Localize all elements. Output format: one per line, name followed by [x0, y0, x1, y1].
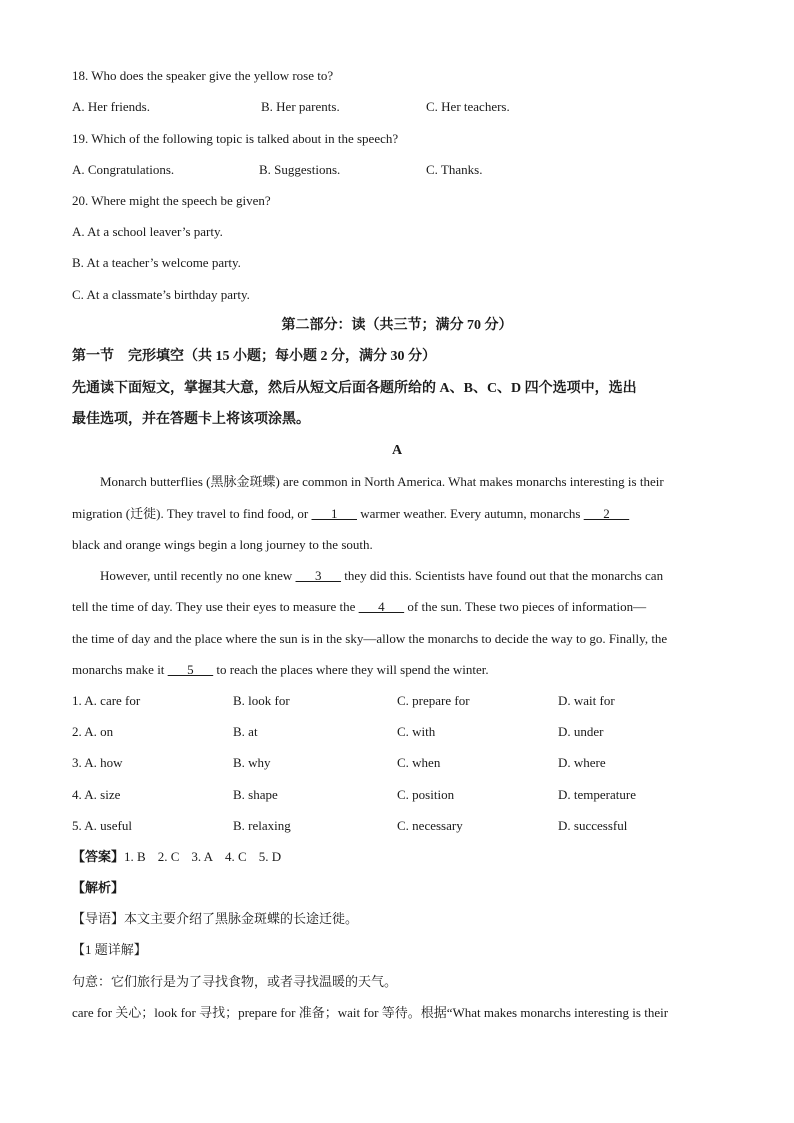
- explanation: care for 关心；look for 寻找；prepare for 准备；wait for 等待。根据“What makes monarchs interesting is their: [72, 1005, 669, 1020]
- choice-c: C. prepare for: [397, 693, 470, 708]
- passage-text: of the sun. These two pieces of information—: [404, 599, 647, 614]
- passage-text: to reach the places where they will spend the winter.: [213, 662, 489, 677]
- blank-1: 1: [311, 506, 357, 521]
- answer-item: 4. C: [225, 849, 247, 864]
- option-c: C. Her teachers.: [426, 99, 510, 114]
- choice-d: D. under: [558, 724, 604, 739]
- answer-label: 【答案】: [72, 849, 125, 864]
- choice-c: C. with: [397, 724, 436, 739]
- choice-b: B. shape: [233, 787, 278, 802]
- choice-d: D. where: [558, 755, 606, 770]
- choice-c: C. necessary: [397, 818, 463, 833]
- guide-label: 【导语】: [72, 911, 125, 926]
- option-b: B. At a teacher’s welcome party.: [72, 255, 241, 270]
- choice-a: 1. A. care for: [72, 693, 141, 708]
- passage-line: the time of day and the place where the sun is in the sky—allow the monarchs to decide the way to go. Finally, the: [72, 631, 668, 646]
- choice-b: B. look for: [233, 693, 290, 708]
- choice-a: 3. A. how: [72, 755, 123, 770]
- passage-text: migration (迁徙). They travel to find food, or: [72, 506, 312, 521]
- guide-line: [72, 911, 358, 927]
- answer-line: [72, 849, 293, 865]
- answer-item: 2. C: [157, 849, 180, 864]
- passage-line: [100, 568, 663, 584]
- guide-text: 本文主要介绍了黑脉金斑蝶的长途迁徙。: [124, 911, 359, 926]
- answer-item: 3. A: [191, 849, 214, 864]
- choice-d: D. wait for: [558, 693, 615, 708]
- passage-text: tell the time of day. They use their eyes to measure the: [72, 599, 359, 614]
- part-heading: 第二部分：读（共三节；满分 70 分）: [281, 318, 513, 333]
- detail-label: 【1 题详解】: [72, 942, 147, 957]
- blank-5: 5: [167, 662, 214, 677]
- passage-text: monarchs make it: [72, 662, 168, 677]
- sentence-meaning: 句意：它们旅行是为了寻找食物，或者寻找温暖的天气。: [72, 974, 398, 989]
- blank-3: 3: [295, 568, 342, 583]
- instruction-line-2: 最佳选项，并在答题卡上将该项涂黑。: [72, 412, 310, 427]
- passage-line: Monarch butterflies (黑脉金斑蝶) are common in North America. What makes monarchs interesting is their: [100, 474, 664, 489]
- question-19: 19. Which of the following topic is talked about in the speech?: [72, 131, 399, 146]
- option-a: A. Congratulations.: [72, 162, 175, 177]
- answer-item: 5. D: [258, 849, 282, 864]
- choice-c: C. position: [397, 787, 455, 802]
- passage-text: warmer weather. Every autumn, monarchs: [357, 506, 584, 521]
- choice-a: 4. A. size: [72, 787, 121, 802]
- blank-4: 4: [358, 599, 405, 614]
- option-a: A. Her friends.: [72, 99, 150, 114]
- option-a: A. At a school leaver’s party.: [72, 224, 223, 239]
- passage-line: [72, 599, 646, 615]
- choice-b: B. at: [233, 724, 258, 739]
- option-c: C. Thanks.: [426, 162, 483, 177]
- passage-line: [72, 662, 489, 678]
- passage-text: they did this. Scientists have found out that the monarchs can: [341, 568, 664, 583]
- choice-b: B. why: [233, 755, 271, 770]
- choice-d: D. successful: [558, 818, 628, 833]
- analysis-label: 【解析】: [72, 880, 125, 895]
- option-b: B. Suggestions.: [259, 162, 341, 177]
- choice-b: B. relaxing: [233, 818, 291, 833]
- choice-a: 2. A. on: [72, 724, 114, 739]
- passage-line: black and orange wings begin a long journey to the south.: [72, 537, 373, 552]
- choice-a: 5. A. useful: [72, 818, 132, 833]
- passage-line: [72, 506, 629, 522]
- choice-c: C. when: [397, 755, 441, 770]
- passage-label: A: [391, 443, 403, 458]
- instruction-line-1: 先通读下面短文，掌握其大意，然后从短文后面各题所给的 A、B、C、D 四个选项中，选出: [72, 381, 637, 396]
- answer-item: 1. B: [124, 849, 146, 864]
- option-c: C. At a classmate’s birthday party.: [72, 287, 250, 302]
- question-18: 18. Who does the speaker give the yellow rose to?: [72, 68, 334, 83]
- question-20: 20. Where might the speech be given?: [72, 193, 271, 208]
- passage-text: However, until recently no one knew: [100, 568, 296, 583]
- option-b: B. Her parents.: [261, 99, 340, 114]
- choice-d: D. temperature: [558, 787, 636, 802]
- blank-2: 2: [583, 506, 630, 521]
- section-heading: 第一节 完形填空（共 15 小题；每小题 2 分，满分 30 分）: [72, 349, 436, 364]
